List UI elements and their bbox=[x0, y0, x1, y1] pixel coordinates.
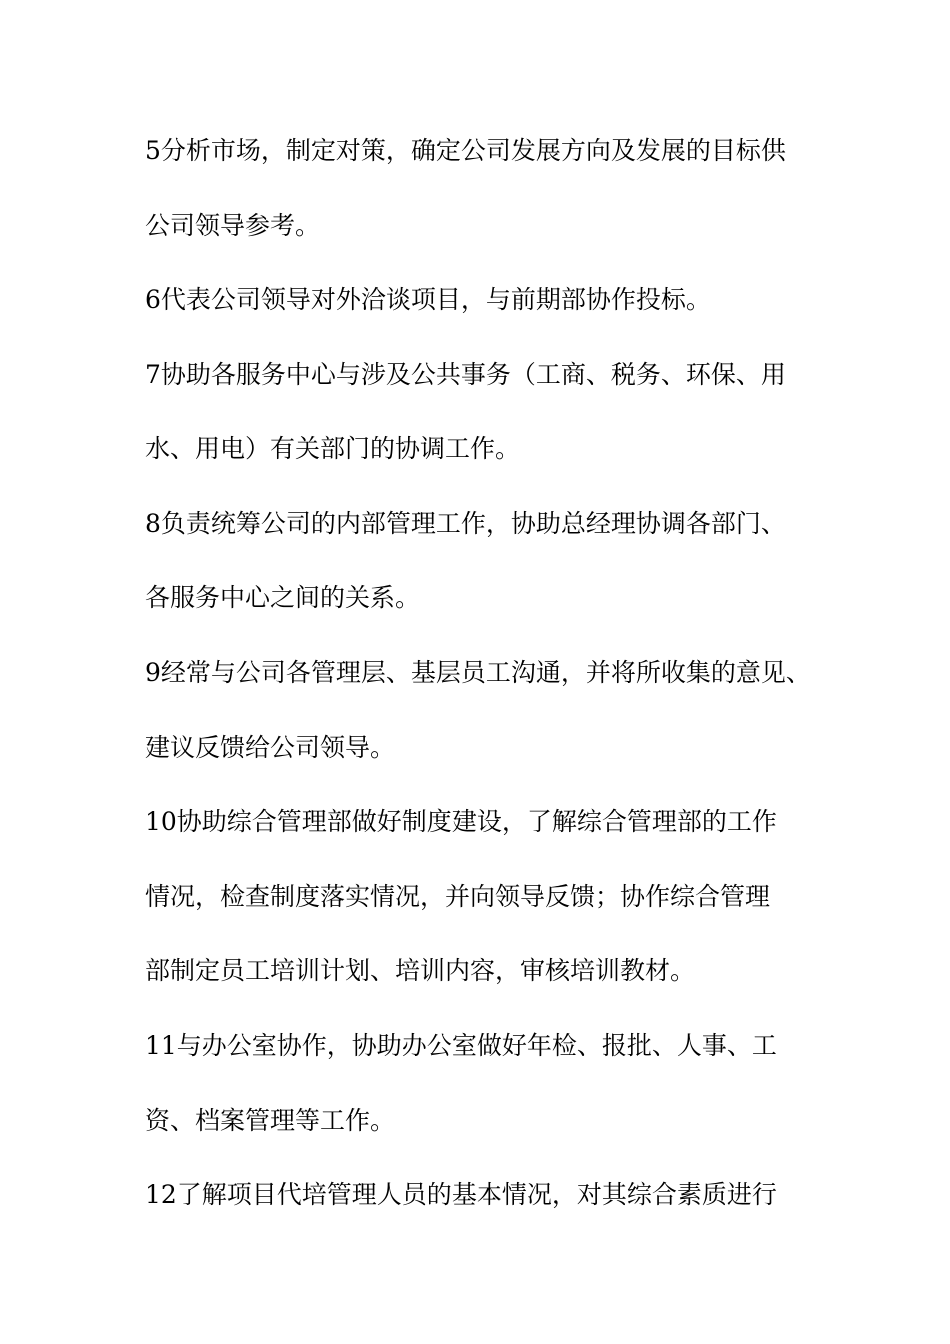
paragraph-line: 8负责统筹公司的内部管理工作，协助总经理协调各部门、 bbox=[145, 509, 786, 538]
paragraph-line: 公司领导参考。 bbox=[145, 211, 321, 240]
paragraph-line: 资、档案管理等工作。 bbox=[145, 1106, 396, 1135]
paragraph-line: 建议反馈给公司领导。 bbox=[145, 733, 396, 762]
paragraph-line: 各服务中心之间的关系。 bbox=[145, 583, 421, 612]
paragraph-line: 9经常与公司各管理层、基层员工沟通，并将所收集的意见、 bbox=[145, 658, 811, 687]
paragraph-line: 5分析市场，制定对策，确定公司发展方向及发展的目标供 bbox=[145, 136, 786, 165]
paragraph-line: 水、用电）有关部门的协调工作。 bbox=[145, 434, 521, 463]
paragraph-line: 情况，检查制度落实情况，并向领导反馈；协作综合管理 bbox=[145, 882, 771, 911]
paragraph-line: 12了解项目代培管理人员的基本情况，对其综合素质进行 bbox=[145, 1180, 777, 1209]
paragraph-line: 部制定员工培训计划、培训内容，审核培训教材。 bbox=[145, 956, 696, 985]
paragraph-line: 10协助综合管理部做好制度建设，了解综合管理部的工作 bbox=[145, 807, 777, 836]
paragraph-line: 7协助各服务中心与涉及公共事务（工商、税务、环保、用 bbox=[145, 360, 786, 389]
paragraph-line: 6代表公司领导对外洽谈项目，与前期部协作投标。 bbox=[145, 285, 711, 314]
paragraph-line: 11与办公室协作，协助办公室做好年检、报批、人事、工 bbox=[145, 1031, 777, 1060]
